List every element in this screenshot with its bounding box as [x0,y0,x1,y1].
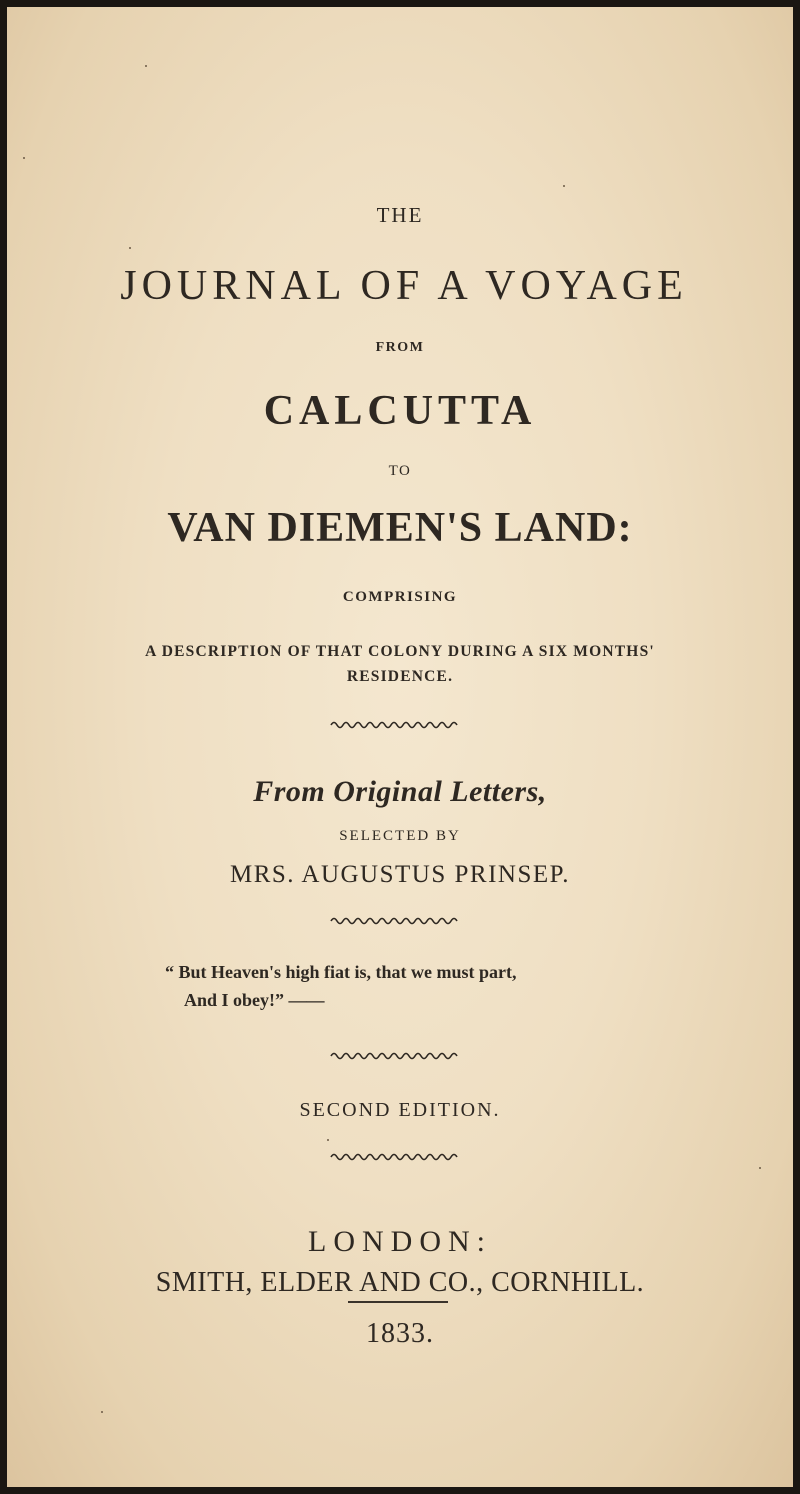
foxing-speck [101,1411,103,1413]
selected-by: SELECTED BY [339,828,461,844]
foxing-speck [759,1167,761,1169]
title-the: THE [376,203,424,227]
title-page [7,7,793,1487]
title-from: FROM [375,340,425,355]
foxing-speck [129,247,131,249]
epigraph-line2: And I obey!” —— [184,990,325,1010]
source-line: From Original Letters, [253,775,547,808]
subtitle-description-line2: RESIDENCE. [346,668,454,685]
wavy-divider [329,1151,459,1161]
foxing-speck [145,65,147,67]
editor-name: MRS. AUGUSTUS PRINSEP. [229,861,571,888]
edition-label: SECOND EDITION. [299,1099,501,1121]
imprint-publisher: SMITH, ELDER AND CO., CORNHILL. [155,1267,645,1298]
wavy-divider [329,915,459,925]
foxing-speck [563,185,565,187]
subtitle-comprising: COMPRISING [342,589,458,605]
imprint-rule [348,1301,448,1303]
imprint-place: LONDON: [308,1225,492,1258]
subtitle-description-line1: A DESCRIPTION OF THAT COLONY DURING A SIX MONTHS' [145,643,655,660]
title-to: TO [388,463,412,479]
wavy-divider [329,719,459,729]
epigraph-line1: “ But Heaven's high fiat is, that we must part, [165,962,517,982]
main-title: JOURNAL OF A VOYAGE [120,263,688,309]
imprint-year: 1833. [366,1318,434,1349]
title-origin: CALCUTTA [263,388,537,434]
foxing-speck [327,1139,329,1141]
title-destination: VAN DIEMEN'S LAND: [167,505,633,551]
foxing-speck [23,157,25,159]
wavy-divider [329,1050,459,1060]
